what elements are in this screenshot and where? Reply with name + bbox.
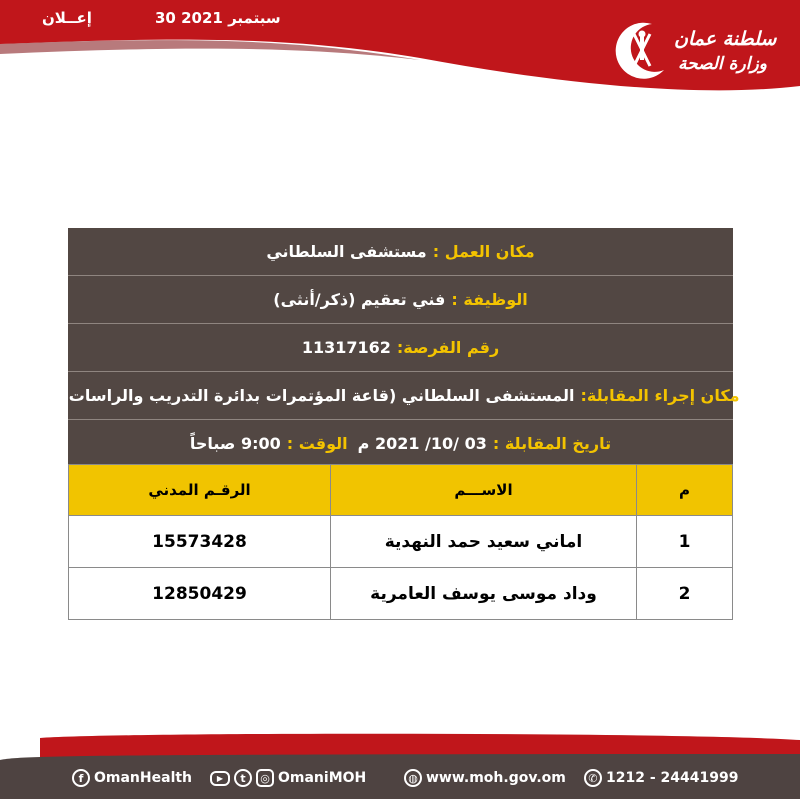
instagram-icon: ◎ — [256, 769, 274, 787]
ministry-logo — [612, 20, 782, 90]
header-number: م — [637, 465, 733, 516]
row-name: وداد موسى يوسف العامرية — [331, 568, 637, 620]
position-label: الوظيفة : — [451, 290, 528, 309]
table-header-row — [69, 465, 733, 516]
opportunity-value: 11317162 — [301, 338, 391, 357]
phone-number: 1212 - 24441999 — [606, 770, 739, 786]
interview-place-label: مكان إجراء المقابلة: — [580, 386, 740, 405]
table-row — [69, 516, 733, 568]
logo-text-sultanate: سلطنة عمان — [674, 28, 777, 50]
youtube-icon: ▶ — [210, 771, 230, 786]
workplace-value: مستشفى السلطاني — [266, 242, 427, 261]
footer-social[interactable] — [210, 765, 366, 791]
candidates-table — [68, 464, 733, 620]
twitter-icon: t — [234, 769, 252, 787]
phone-icon: ✆ — [584, 769, 602, 787]
interview-place-value: المستشفى السلطاني (قاعة المؤتمرات بدائرة التدريب والراسات) — [61, 386, 575, 405]
footer-phone[interactable] — [584, 765, 738, 791]
interview-time-value: 9:00 صباحاً — [189, 433, 281, 453]
info-row-opportunity — [68, 324, 733, 372]
opportunity-label: رقم الفرصة: — [396, 338, 500, 357]
row-civil-id: 12850429 — [69, 568, 331, 620]
footer-banner — [0, 730, 800, 799]
info-row-position — [68, 276, 733, 324]
logo-text-ministry: وزارة الصحة — [678, 54, 767, 74]
footer-website[interactable] — [404, 765, 566, 791]
row-number: 1 — [637, 516, 733, 568]
header-name: الاســـم — [331, 465, 637, 516]
position-value: فني تعقيم (ذكر/أنثى) — [273, 290, 446, 309]
info-row-interview-place — [61, 372, 740, 420]
info-row-interview-date — [68, 420, 733, 466]
workplace-label: مكان العمل : — [432, 242, 535, 261]
header-civil-id: الرقـم المدني — [69, 465, 331, 516]
web-icon: ◍ — [404, 769, 422, 787]
footer-facebook[interactable] — [72, 765, 192, 791]
table-row — [69, 568, 733, 620]
social-handle: OmaniMOH — [278, 770, 367, 786]
row-civil-id: 15573428 — [69, 516, 331, 568]
interview-date-value: 03 /10/ 2021 م — [357, 433, 487, 453]
announcement-date: 30 سبتمبر 2021 — [155, 9, 281, 27]
interview-date-label: تاريخ المقابلة : — [492, 433, 612, 453]
facebook-icon: f — [72, 769, 90, 787]
oman-emblem-icon — [612, 20, 672, 82]
info-row-workplace — [68, 228, 733, 276]
job-info-panel — [61, 228, 740, 466]
facebook-handle: OmanHealth — [94, 770, 193, 786]
row-name: اماني سعيد حمد النهدية — [331, 516, 637, 568]
header-banner — [0, 0, 800, 110]
announcement-label: إعــلان — [42, 9, 92, 27]
website-url: www.moh.gov.om — [426, 770, 566, 786]
interview-time-label: الوقت : — [286, 433, 348, 453]
row-number: 2 — [637, 568, 733, 620]
